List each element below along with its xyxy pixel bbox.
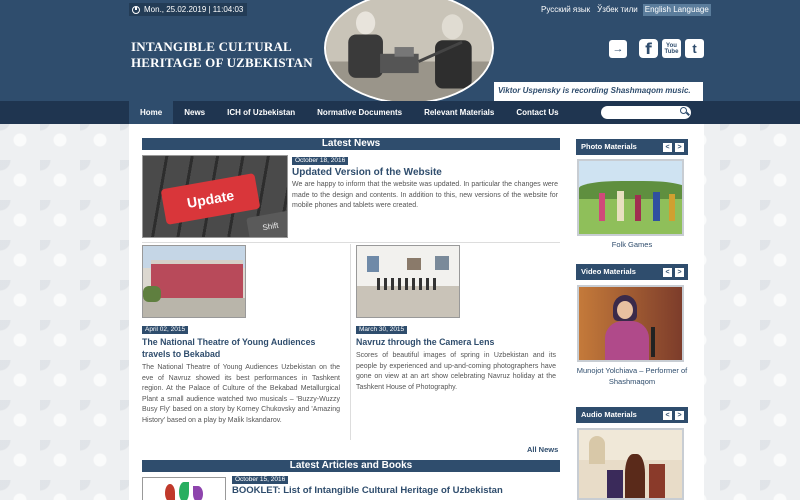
article-image[interactable]	[142, 477, 226, 500]
news-item-1-date: April 02, 2015	[142, 326, 188, 334]
shift-key: Shift	[246, 210, 288, 238]
video-materials-image[interactable]	[577, 285, 684, 362]
photo-materials-caption[interactable]: Folk Games	[611, 240, 653, 249]
youtube-icon[interactable]: You Tube	[662, 39, 681, 58]
nav-home[interactable]: Home	[129, 101, 173, 124]
news-item-2-text: Scores of beautiful images of spring in Uzbekistan and its people by experienced and up-and-coming photographers have gone on view at an art show celebrating Navruz holiday at the Tashkent House of Photography.	[356, 352, 556, 391]
news-divider	[142, 242, 560, 243]
all-news-link[interactable]: All News	[527, 445, 559, 454]
news-item-1-headline[interactable]: The National Theatre of Young Audiences travels to Bekabad	[142, 337, 316, 359]
clock-icon	[132, 6, 140, 14]
site-title[interactable]	[131, 39, 313, 70]
news-item-1-image[interactable]	[142, 245, 246, 318]
update-key: Update	[161, 173, 261, 225]
featured-news-image[interactable]	[142, 155, 288, 238]
news-item-2-date: March 30, 2015	[356, 326, 407, 334]
site-title-line-2: HERITAGE OF UZBEKISTAN	[131, 54, 313, 70]
nav-ich-of-uzbekistan[interactable]: ICH of Uzbekistan	[227, 108, 296, 117]
featured-news-date: October 18, 2016	[292, 157, 348, 165]
article-date: October 15, 2016	[232, 476, 288, 484]
recording-photo-image	[326, 0, 492, 102]
latest-news-heading: Latest News	[142, 138, 560, 150]
login-icon[interactable]: →	[609, 40, 627, 58]
lang-russian[interactable]: Русский язык	[541, 5, 591, 14]
datetime-text: Mon., 25.02.2019 | 11:04:03	[144, 5, 244, 14]
twitter-icon[interactable]: t	[685, 39, 704, 58]
articles-heading: Latest Articles and Books	[142, 460, 560, 472]
social-links	[609, 39, 704, 58]
video-materials-caption[interactable]: Munojot Yolchiava – Performer of Shashmaqom	[576, 366, 688, 386]
video-next-button[interactable]: >	[675, 268, 684, 277]
lang-english[interactable]: English Language	[644, 5, 709, 14]
facebook-icon[interactable]: f	[639, 39, 658, 58]
photo-next-button[interactable]: >	[675, 143, 684, 152]
language-switcher	[539, 4, 711, 16]
photo-caption: Viktor Uspensky is recording Shashmaqom music.	[498, 86, 691, 95]
search-input[interactable]	[601, 106, 691, 119]
audio-next-button[interactable]: >	[675, 411, 684, 420]
nav-contact-us[interactable]: Contact Us	[516, 108, 559, 117]
nav-news[interactable]: News	[184, 108, 206, 117]
search-icon[interactable]	[680, 107, 687, 114]
nav-normative-documents[interactable]: Normative Documents	[317, 108, 403, 117]
featured-news-headline[interactable]: Updated Version of the Website	[292, 167, 442, 178]
news-item-2-headline[interactable]: Navruz through the Camera Lens	[356, 337, 495, 347]
video-prev-button[interactable]: <	[663, 268, 672, 277]
featured-news-text: We are happy to inform that the website was updated. In particular the changes were made to the design and contents. In addition to this, new versions of the website for mobile phones and tablets were created.	[292, 181, 558, 209]
nav-relevant-materials[interactable]: Relevant Materials	[424, 108, 495, 117]
site-title-line-1: INTANGIBLE CULTURAL	[131, 39, 292, 54]
news-column-divider	[350, 244, 351, 440]
audio-materials-heading: Audio Materials	[576, 407, 688, 423]
news-item-2-image[interactable]	[356, 245, 460, 318]
news-item-1-text: The National Theatre of Young Audiences Uzbekistan on the eve of Navruz showed its best performances in Tashkent region. At the Palace of Culture of the Bekabad Metallurgical Plant a small audience watched two musicals – 'Buzzy-Wuzzy Busy Fly' based on a story by Korney Chukovsky and 'Amazing History' based on a play by Malik Iskandarov.	[142, 364, 340, 424]
photo-materials-image[interactable]	[577, 159, 684, 236]
photo-prev-button[interactable]: <	[663, 143, 672, 152]
lang-uzbek[interactable]: Ўзбек тили	[597, 5, 638, 14]
video-materials-heading: Video Materials	[576, 264, 688, 280]
photo-materials-heading: Photo Materials	[576, 139, 688, 155]
audio-materials-image[interactable]	[577, 428, 684, 500]
article-headline[interactable]: BOOKLET: List of Intangible Cultural Heritage of Uzbekistan	[232, 485, 503, 496]
datetime-display	[129, 3, 247, 16]
audio-prev-button[interactable]: <	[663, 411, 672, 420]
